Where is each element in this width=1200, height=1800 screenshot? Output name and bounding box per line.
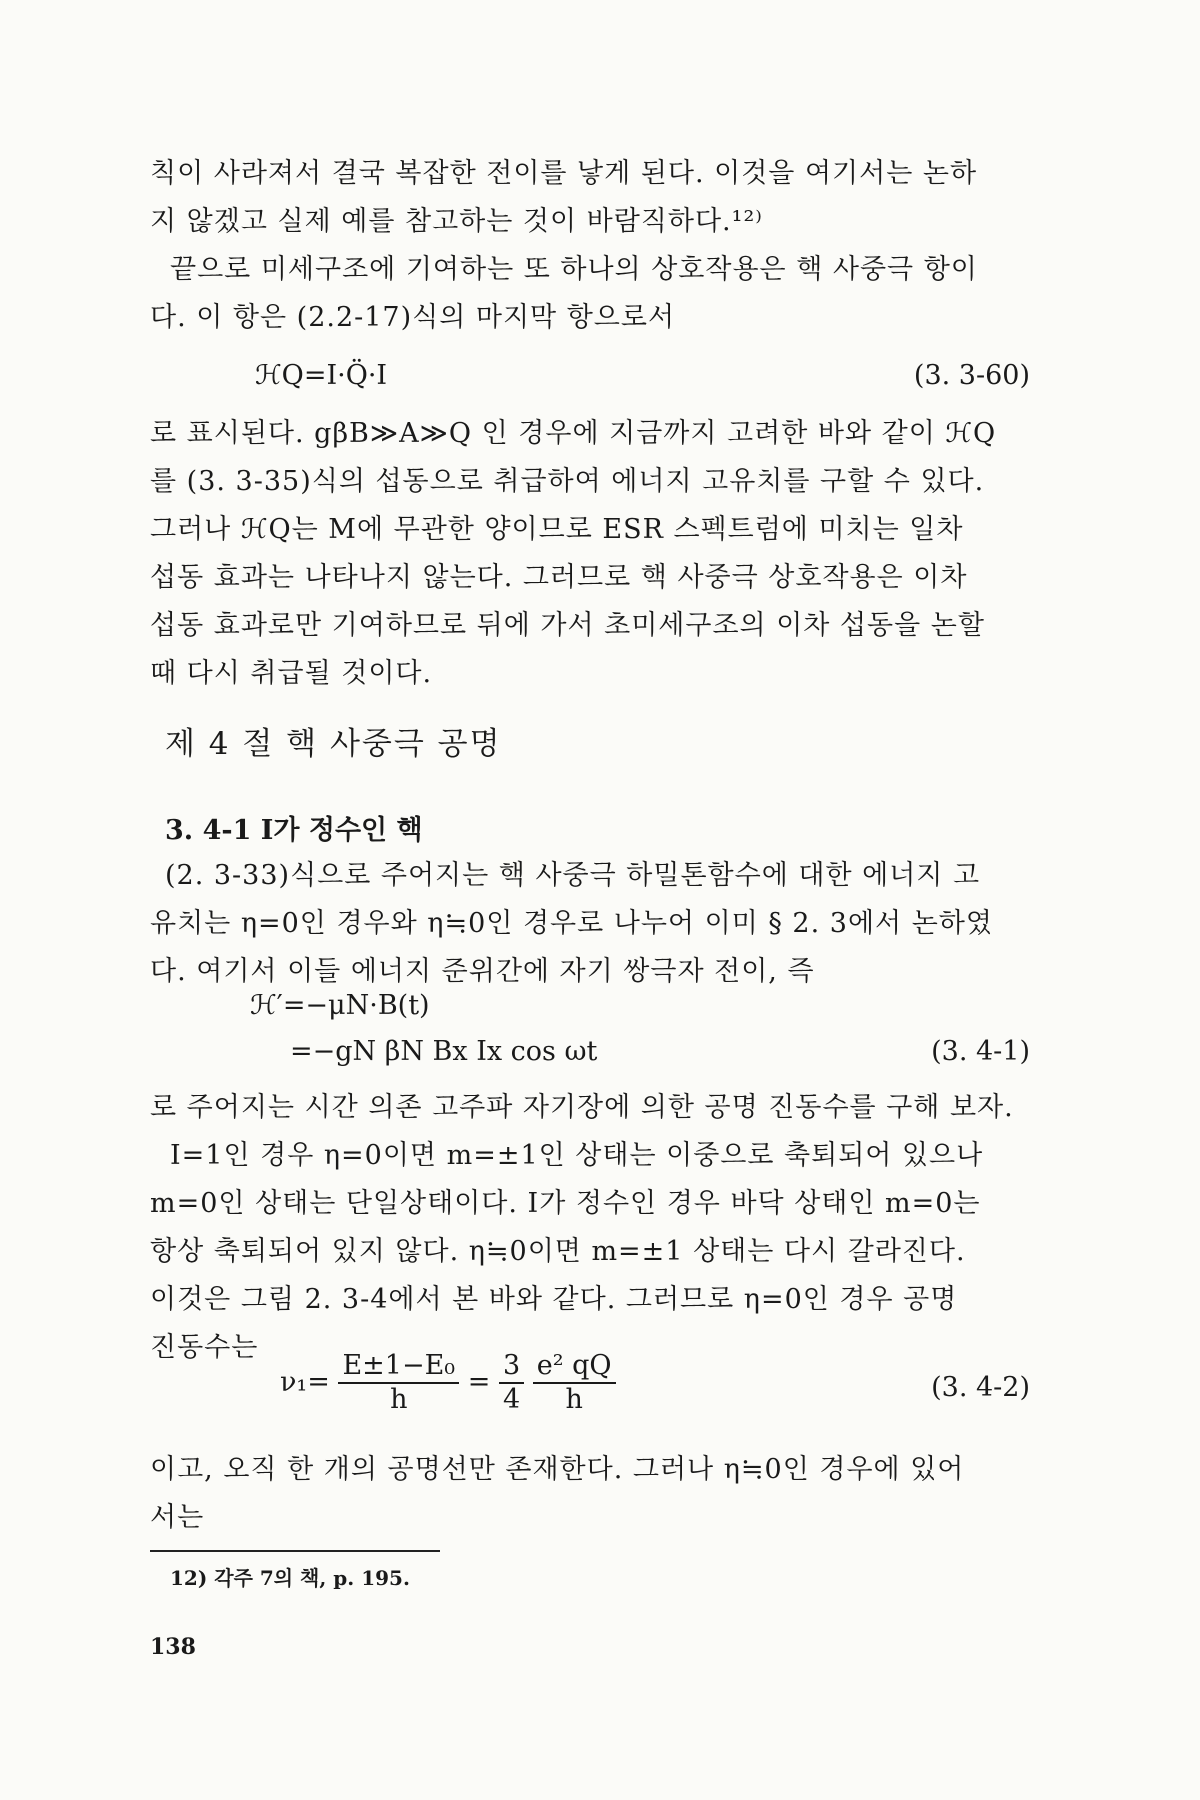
denominator: h xyxy=(390,1384,408,1415)
text-line: 칙이 사라져서 결국 복잡한 전이를 낳게 된다. 이것을 여기서는 논하 xyxy=(150,158,978,189)
text-line: 지 않겠고 실제 예를 참고하는 것이 바람직하다.¹²⁾ xyxy=(150,206,763,237)
text-line: 섭동 효과는 나타나지 않는다. 그러므로 핵 사중극 상호작용은 이차 xyxy=(150,562,968,593)
text-line: 때 다시 취급될 것이다. xyxy=(150,658,433,689)
paragraph-1 xyxy=(150,150,1030,246)
text-line: I=1인 경우 η=0이면 m=±1인 상태는 이중으로 축퇴되어 있으나 xyxy=(170,1140,984,1171)
equals-sign: = xyxy=(467,1366,491,1398)
text-line: m=0인 상태는 단일상태이다. I가 정수인 경우 바닥 상태인 m=0는 xyxy=(150,1188,981,1219)
paragraph-7 xyxy=(150,1446,1030,1542)
text-line: 다. 여기서 이들 에너지 준위간에 자기 쌍극자 전이, 즉 xyxy=(150,956,815,987)
fraction xyxy=(499,1350,524,1416)
equation-3-3-60: ℋQ=I·Q̈·I xyxy=(255,360,388,391)
subsection-heading: 3. 4-1 I가 정수인 핵 xyxy=(165,815,423,846)
numerator: 3 xyxy=(499,1350,524,1384)
text-line: 진동수는 xyxy=(150,1332,259,1363)
denominator: 4 xyxy=(502,1384,521,1415)
text-line: (2. 3-33)식으로 주어지는 핵 사중극 하밀톤함수에 대한 에너지 고 xyxy=(165,860,981,891)
footnote: 12) 각주 7의 책, p. 195. xyxy=(170,1566,410,1590)
text-line: 유치는 η=0인 경우와 η≒0인 경우로 나누어 이미 § 2. 3에서 논하였 xyxy=(150,908,993,939)
text-line: 이것은 그림 2. 3-4에서 본 바와 같다. 그러므로 η=0인 경우 공명 xyxy=(150,1284,958,1315)
text-line: 를 (3. 3-35)식의 섭동으로 취급하여 에너지 고유치를 구할 수 있다. xyxy=(150,466,985,497)
numerator: E±1−E₀ xyxy=(338,1350,459,1384)
text-line: 섭동 효과로만 기여하므로 뒤에 가서 초미세구조의 이차 섭동을 논할 xyxy=(150,610,985,641)
footnote-divider xyxy=(150,1550,440,1552)
fraction xyxy=(533,1350,616,1416)
equation-3-4-1-line2: =−gN βN Bx Ix cos ωt xyxy=(290,1036,598,1067)
equation-3-4-2 xyxy=(280,1350,616,1416)
text-line: 다. 이 항은 (2.2-17)식의 마지막 항으로서 xyxy=(150,302,676,333)
paragraph-6 xyxy=(150,1132,1030,1372)
text-line: 항상 축퇴되어 있지 않다. η≒0이면 m=±1 상태는 다시 갈라진다. xyxy=(150,1236,966,1267)
text-line: 그러나 ℋQ는 M에 무관한 양이므로 ESR 스펙트럼에 미치는 일차 xyxy=(150,514,964,545)
equation-3-4-1-line1: ℋ′=−μN·B(t) xyxy=(250,990,430,1021)
page-number: 138 xyxy=(150,1634,196,1660)
numerator: e² qQ xyxy=(533,1350,616,1384)
equation-number: (3. 4-2) xyxy=(931,1372,1030,1403)
fraction xyxy=(338,1350,459,1416)
text-line: 이고, 오직 한 개의 공명선만 존재한다. 그러나 η≒0인 경우에 있어 xyxy=(150,1454,965,1485)
text-line: 로 표시된다. gβB≫A≫Q 인 경우에 지금까지 고려한 바와 같이 ℋQ xyxy=(150,418,997,449)
paragraph-5 xyxy=(150,1084,1030,1132)
equation-number: (3. 3-60) xyxy=(913,360,1030,391)
equation-number: (3. 4-1) xyxy=(931,1036,1030,1067)
paragraph-3 xyxy=(150,410,1030,698)
text-line: 끝으로 미세구조에 기여하는 또 하나의 상호작용은 핵 사중극 항이 xyxy=(170,254,978,285)
equation-lhs: ν₁= xyxy=(280,1366,330,1398)
paragraph-2 xyxy=(150,246,1030,342)
section-heading: 제 4 절 핵 사중극 공명 xyxy=(165,726,502,762)
denominator: h xyxy=(565,1384,583,1415)
text-line: 서는 xyxy=(150,1502,205,1533)
paragraph-4 xyxy=(150,852,1030,996)
text-line: 로 주어지는 시간 의존 고주파 자기장에 의한 공명 진동수를 구해 보자. xyxy=(150,1092,1014,1123)
